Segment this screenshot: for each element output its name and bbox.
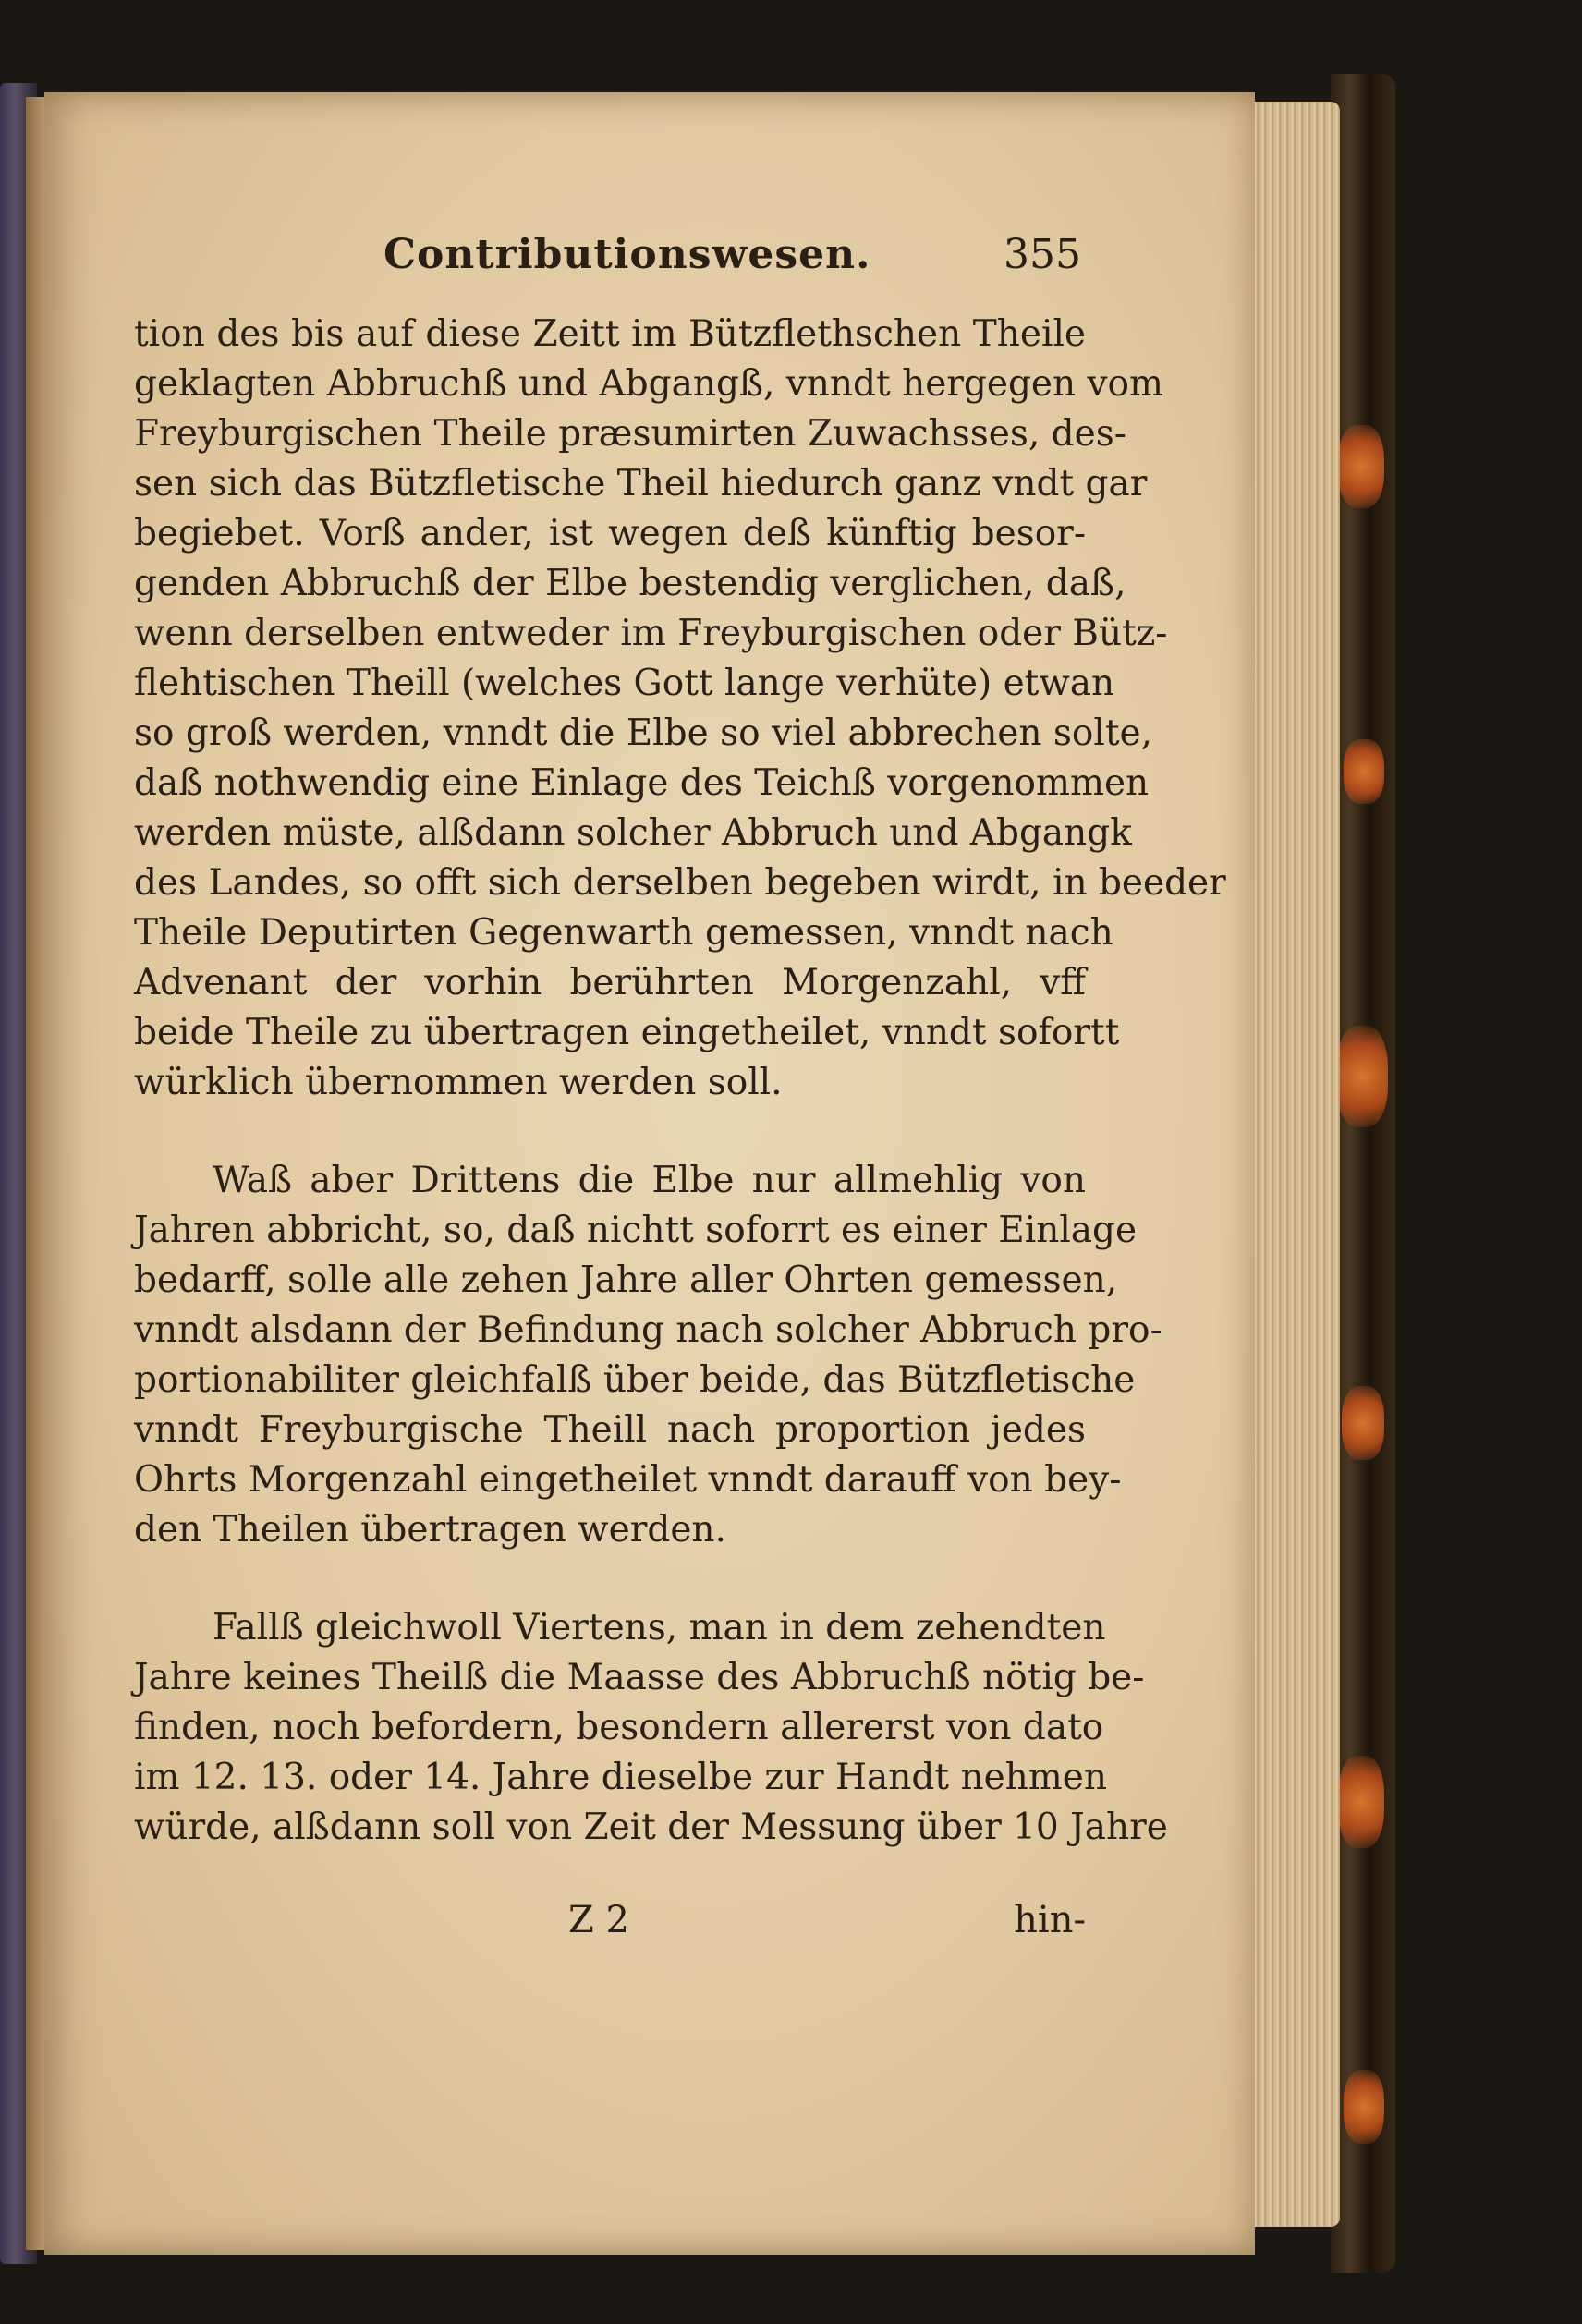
marbled-edge-pattern [1338,1756,1384,1848]
text-line: würklich übernommen werden soll. [134,1062,783,1103]
text-line: flehtischen Theill (welches Gott lange verhüte) etwan [134,663,1115,704]
text-line: wenn derselben entweder im Freyburgischen oder Bütz- [134,613,1168,654]
text-line: bedarff, solle alle zehen Jahre aller Ohrten gemessen, [134,1259,1118,1301]
text-line: genden Abbruchß der Elbe bestendig verglichen, daß, [134,563,1126,604]
text-line: Fallß gleichwoll Viertens, man in dem zehendten [213,1607,1106,1649]
body-text [134,310,1226,1853]
catchword: hin- [1014,1899,1086,1941]
marbled-edge-pattern [1344,2070,1384,2144]
marbled-edge-pattern [1342,1386,1384,1460]
text-line: Ohrts Morgenzahl eingetheilet vnndt darauff von bey- [134,1459,1122,1501]
paragraph-gap [134,1555,1086,1603]
marbled-edge-pattern [1338,425,1384,508]
text-line: Waß aber Drittens die Elbe nur allmehlig von [213,1160,1086,1201]
marbled-edge-pattern [1336,1026,1388,1127]
text-line: begiebet. Vorß ander, ist wegen deß künftig besor- [134,513,1086,554]
text-line: beide Theile zu übertragen eingetheilet, vnndt sofortt [134,1012,1120,1053]
text-line: sen sich das Bützfletische Theil hiedurch ganz vndt gar [134,463,1148,505]
signature-mark: Z 2 [568,1899,629,1941]
text-line: würde, alßdann soll von Zeit der Messung über 10 Jahre [134,1807,1168,1848]
paragraph [134,1156,1162,1555]
paragraph [134,310,1226,1108]
paragraph [134,1603,1168,1853]
text-line: den Theilen übertragen werden. [134,1509,726,1551]
page-number: 355 [1004,231,1081,278]
text-line: im 12. 13. oder 14. Jahre dieselbe zur Handt nehmen [134,1757,1107,1798]
text-line: Jahren abbricht, so, daß nichtt soforrt es einer Einlage [134,1210,1138,1251]
text-line: portionabiliter gleichfalß über beide, das Bützfletische [134,1359,1136,1401]
paragraph-gap [134,1108,1086,1156]
text-line: so groß werden, vnndt die Elbe so viel abbrechen solte, [134,712,1153,754]
text-line: werden müste, alßdann solcher Abbruch und Abgangk [134,812,1132,854]
running-title: Contributionswesen. [383,231,871,278]
text-line: des Landes, so offt sich derselben begeben wirdt, in beeder [134,862,1226,904]
marbled-edge-pattern [1344,739,1384,804]
text-line: Freyburgischen Theile præsumirten Zuwachsses, des- [134,413,1126,455]
text-line: vnndt alsdann der Befindung nach solcher Abbruch pro- [134,1309,1162,1351]
page-footer [134,1899,1086,1954]
text-line: tion des bis auf diese Zeitt im Bützflethschen Theile [134,313,1086,355]
text-line: Theile Deputirten Gegenwarth gemessen, vnndt nach [134,912,1113,954]
text-line: geklagten Abbruchß und Abgangß, vnndt hergegen vom [134,363,1164,405]
text-line: finden, noch befordern, besondern allererst von dato [134,1707,1104,1748]
text-line: Jahre keines Theilß die Maasse des Abbruchß nötig be- [134,1657,1145,1698]
text-line: vnndt Freyburgische Theill nach proportion jedes [134,1409,1086,1451]
running-head [134,231,1081,296]
text-line: Advenant der vorhin berührten Morgenzahl, vff [134,962,1086,1004]
text-line: daß nothwendig eine Einlage des Teichß vorgenommen [134,762,1150,804]
book-cover-right [1331,74,1395,2273]
